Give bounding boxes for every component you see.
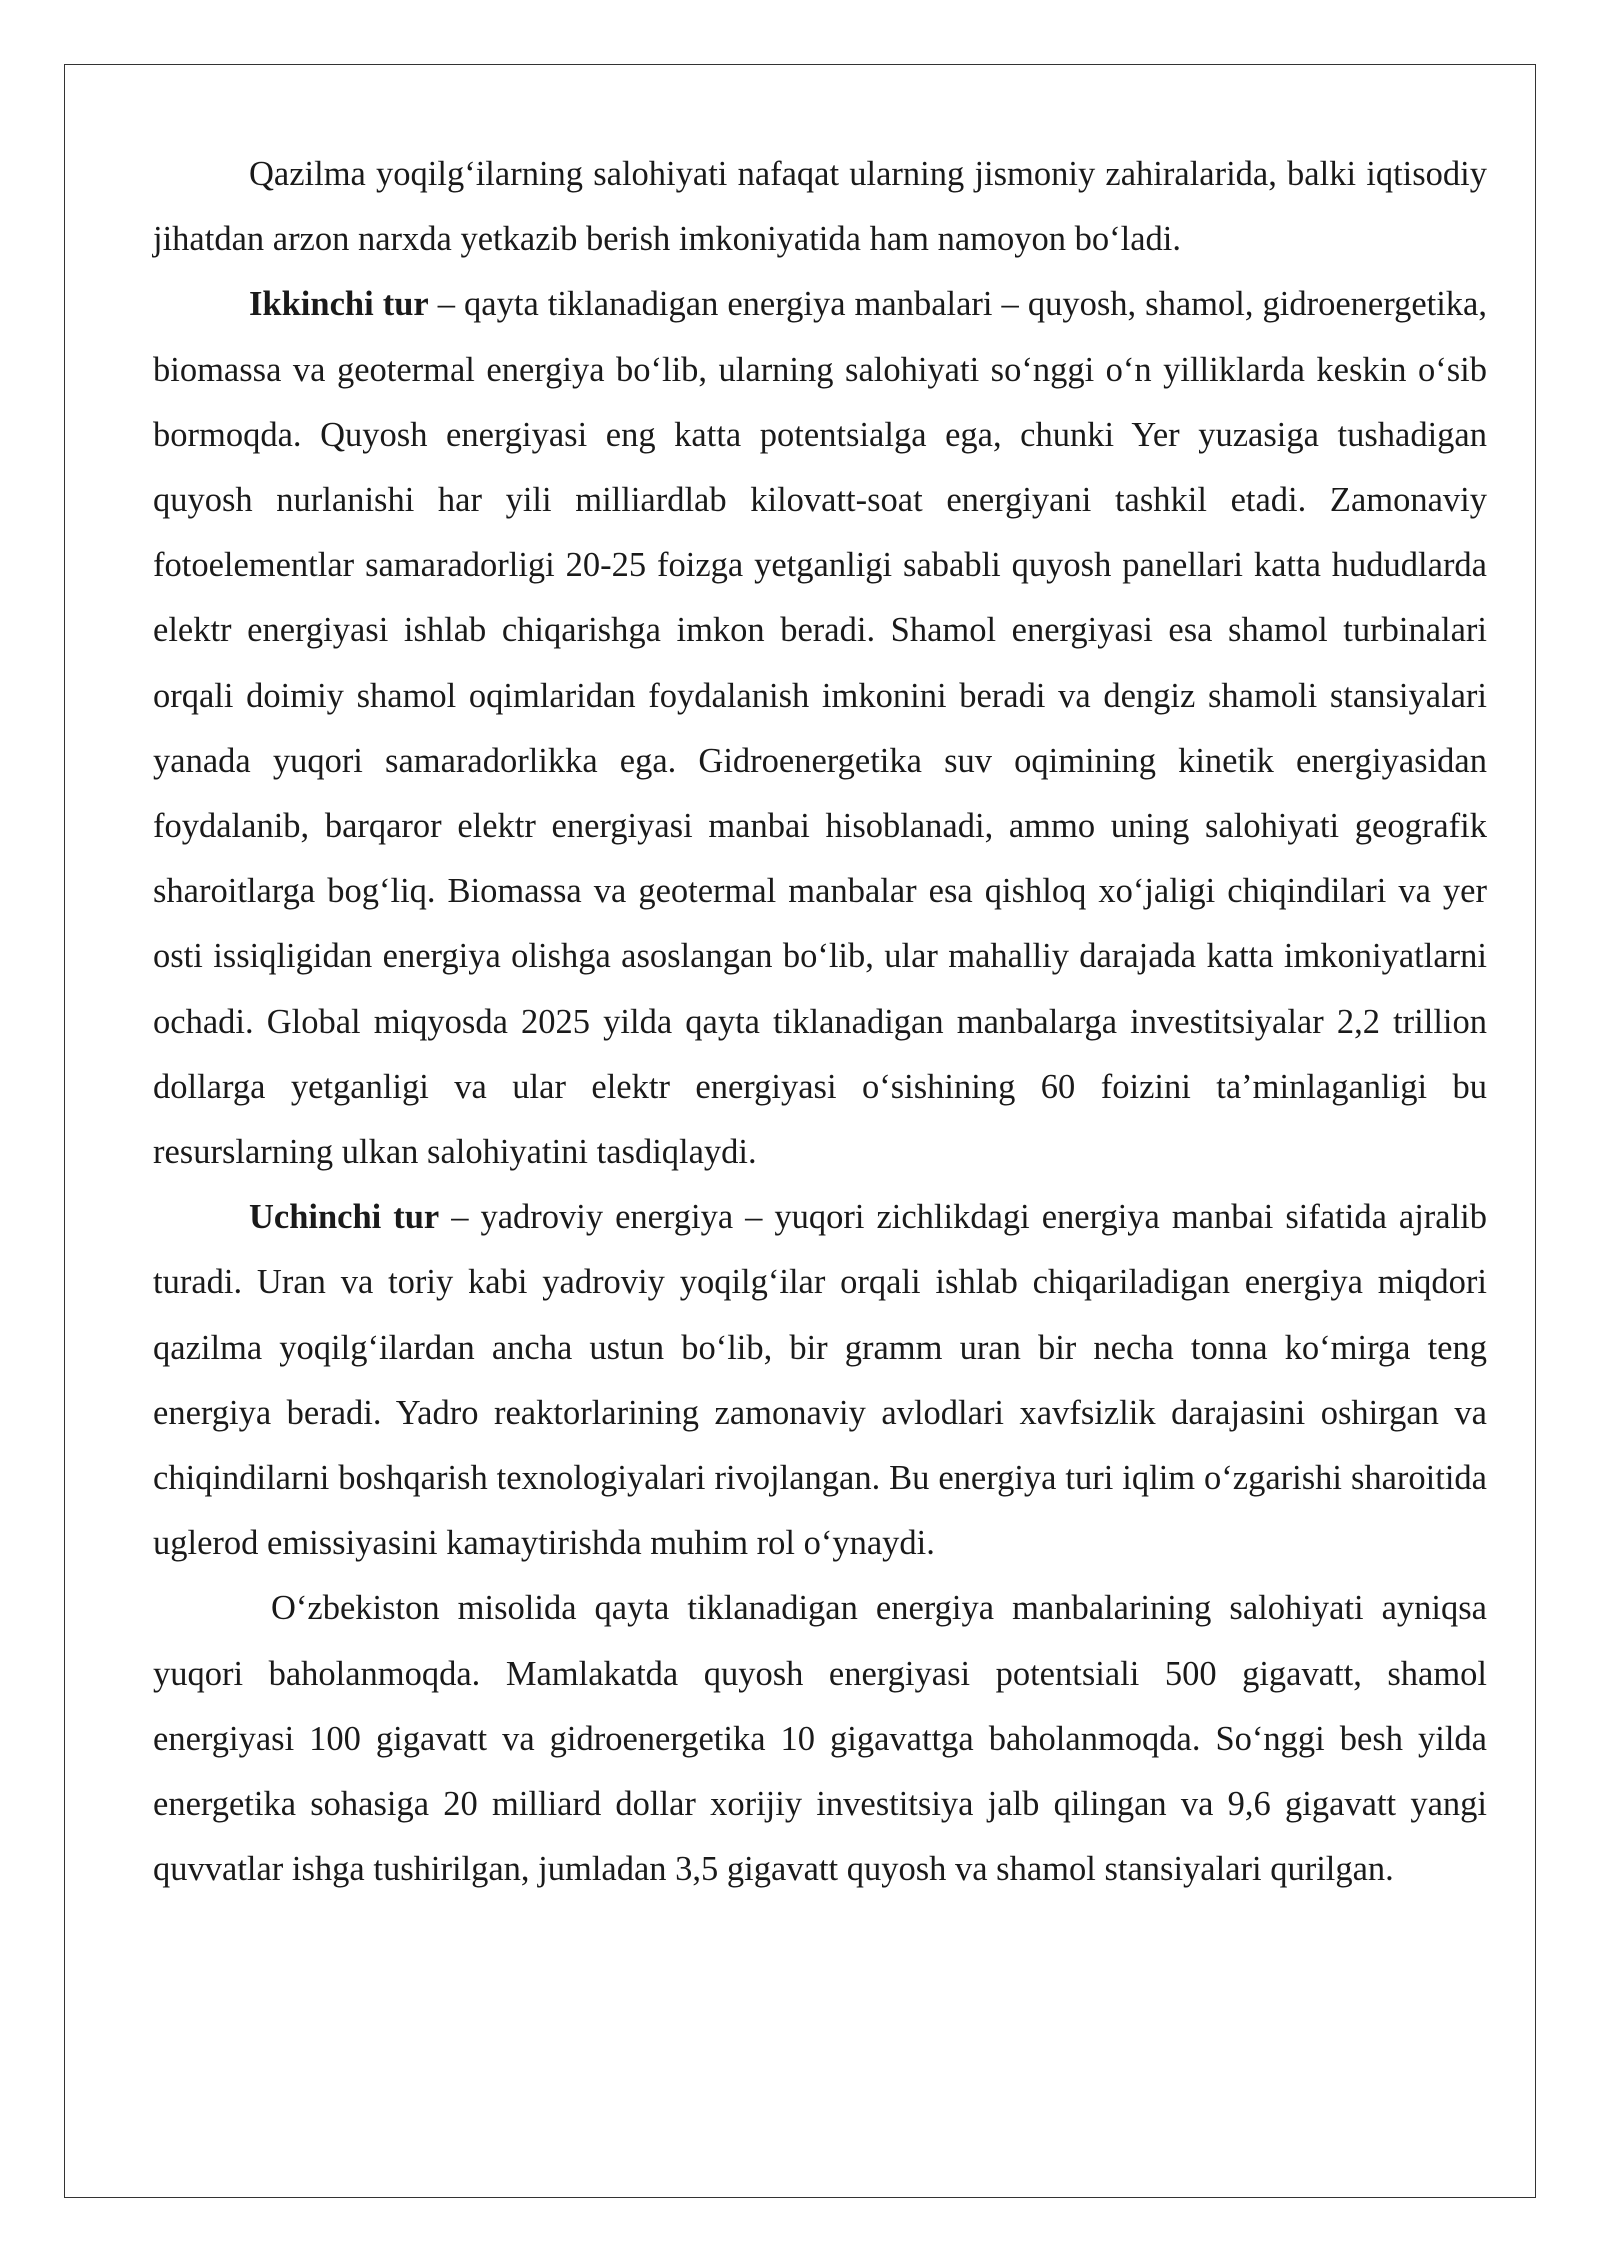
paragraph-text: O‘zbekiston misolida qayta tiklanadigan energiya manbalarining salohiyati ayniqsa yuqori baholanmoqda. Mamlakatda quyosh energiyasi potentsiali 500 gigavatt, shamol energiyasi 100 gigavatt va gidroenergetika 10 gigavattga baholanmoqda. So‘nggi besh yilda energetika sohasiga 20 milliard dollar xorijiy investitsiya jalb qilingan va 9,6 gigavatt yangi quvvatlar ishga tushirilgan, jumladan 3,5 gigavatt quyosh va shamol stansiyalari qurilgan. — [153, 1589, 1487, 1889]
paragraph-lead-term: Ikkinchi tur — [249, 285, 429, 324]
paragraph-nuclear-energy — [153, 1185, 1487, 1576]
paragraph-text: – yadroviy energiya – yuqori zichlikdagi energiya manbai sifatida ajralib turadi. Uran va toriy kabi yadroviy yoqilg‘ilar orqali ishlab chiqariladigan energiya miqdori qazilma yoqilg‘ilardan ancha ustun bo‘lib, bir gramm uran bir necha tonna ko‘mirga teng energiya beradi. Yadro reaktorlarining zamonaviy avlodlari xavfsizlik darajasini oshirgan va chiqindilarni boshqarish texnologiyalari rivojlangan. Bu energiya turi iqlim o‘zgarishi sharoitida uglerod emissiyasini kamaytirishda muhim rol o‘ynaydi. — [153, 1198, 1488, 1563]
paragraph-fossil-fuels — [153, 142, 1487, 272]
document-body — [153, 142, 1487, 1902]
paragraph-text: – qayta tiklanadigan energiya manbalari – quyosh, shamol, gidroenergetika, biomassa va geotermal energiya bo‘lib, ularning salohiyati so‘nggi o‘n yilliklarda keskin o‘sib bormoqda. Quyosh energiyasi eng katta potentsialga ega, chunki Yer yuzasiga tushadigan quyosh nurlanishi har yili milliardlab kilovatt-soat energiyani tashkil etadi. Zamonaviy fotoelementlar samaradorligi 20-25 foizga yetganligi sababli quyosh panellari katta hududlarda elektr energiyasi ishlab chiqarishga imkon beradi. Shamol energiyasi esa shamol turbinalari orqali doimiy shamol oqimlaridan foydalanish imkonini beradi va dengiz shamoli stansiyalari yanada yuqori samaradorlikka ega. Gidroenergetika suv oqimining kinetik energiyasidan foydalanib, barqaror elektr energiyasi manbai hisoblanadi, ammo uning salohiyati geografik sharoitlarga bog‘liq. Biomassa va geotermal manbalar esa qishloq xo‘jaligi chiqindilari va yer osti issiqligidan energiya olishga asoslangan bo‘lib, ular mahalliy darajada katta imkoniyatlarni ochadi. Global miqyosda 2025 yilda qayta tiklanadigan manbalarga investitsiyalar 2,2 trillion dollarga yetganligi va ular elektr energiyasi o‘sishining 60 foizini ta’minlaganligi bu resurslarning ulkan salohiyatini tasdiqlaydi. — [153, 285, 1487, 1172]
paragraph-lead-term: Uchinchi tur — [249, 1198, 440, 1237]
paragraph-text: Qazilma yoqilg‘ilarning salohiyati nafaqat ularning jismoniy zahiralarida, balki iqtisodiy jihatdan arzon narxda yetkazib berish imkoniyatida ham namoyon bo‘ladi. — [153, 155, 1487, 259]
paragraph-uzbekistan — [153, 1576, 1487, 1902]
paragraph-renewable-energy — [153, 272, 1487, 1185]
